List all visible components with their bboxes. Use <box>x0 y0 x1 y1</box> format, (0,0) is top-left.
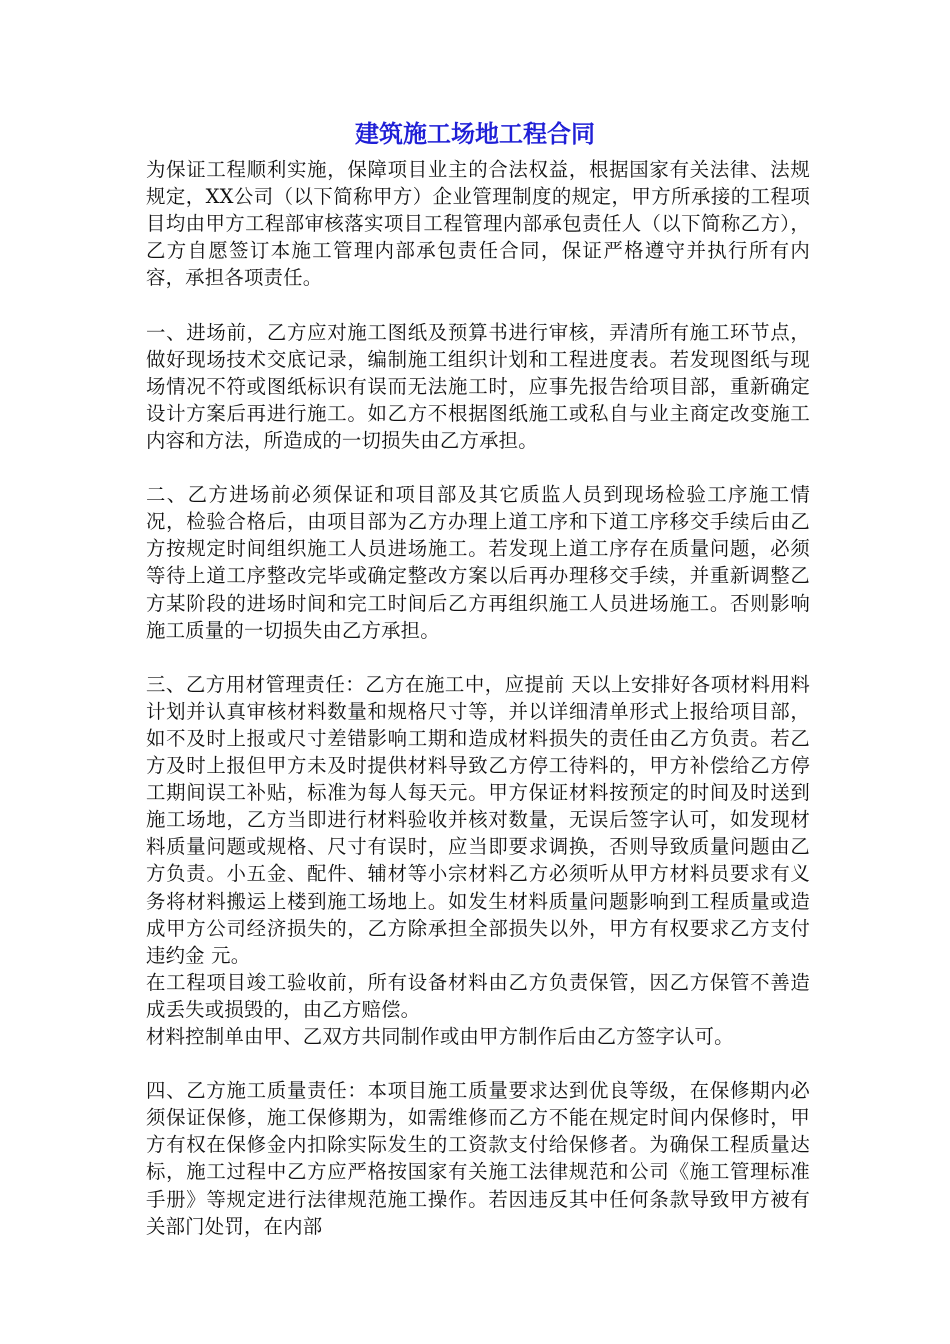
paragraph-spacer <box>146 454 810 481</box>
clause-1-paragraph: 一、进场前，乙方应对施工图纸及预算书进行审核，弄清所有施工环节点，做好现场技术交底记录，编制施工组织计划和工程进度表。若发现图纸与现场情况不符或图纸标识有误而无法施工时，应事先报告给项目部，重新确定设计方案后再进行施工。如乙方不根据图纸施工或私自与业主商定改变施工内容和方法，所造成的一切损失由乙方承担。 <box>146 320 810 452</box>
paragraph-spacer <box>146 1050 810 1077</box>
paragraph-spacer <box>146 291 810 318</box>
clause-3-paragraph: 三、乙方用材管理责任：乙方在施工中，应提前 天以上安排好各项材料用料计划并认真审核材料数量和规格尺寸等，并以详细清单形式上报给项目部，如不及时上报或尺寸差错影响工期和造成材料损失的责任由乙方负责。若乙方及时上报但甲方未及时提供材料导致乙方停工待料的，甲方补偿给乙方停工期间误工补贴，标准为每人每天元。甲方保证材料按预定的时间及时送到施工场地，乙方当即进行材料验收并核对数量，无误后签字认可，如发现材料质量问题或规格、尺寸有误时，应当即要求调换，否则导致质量问题由乙方负责。小五金、配件、辅材等小宗材料乙方必须听从甲方材料员要求有义务将材料搬运上楼到施工场地上。如发生材料质量问题影响到工程质量或造成甲方公司经济损失的，乙方除承担全部损失以外，甲方有权要求乙方支付违约金 元。 <box>146 672 810 967</box>
clause-4-paragraph: 四、乙方施工质量责任：本项目施工质量要求达到优良等级，在保修期内必须保证保修，施工保修期为，如需维修而乙方不能在规定时间内保修时，甲方有权在保修金内扣除实际发生的工资款支付给保修者。为确保工程质量达标，施工过程中乙方应严格按国家有关施工法律规范和公司《施工管理标准手册》等规定进行法律规范施工操作。若因违反其中任何条款导致甲方被有关部门处罚，在内部 <box>146 1079 810 1238</box>
clause-2-paragraph: 二、乙方进场前必须保证和项目部及其它质监人员到现场检验工序施工情况，检验合格后，由项目部为乙方办理上道工序和下道工序移交手续后由乙方按规定时间组织施工人员进场施工。若发现上道工序存在质量问题，必须等待上道工序整改完毕或确定整改方案以后再办理移交手续，并重新调整乙方某阶段的进场时间和完工时间后乙方再组织施工人员进场施工。否则影响施工质量的一切损失由乙方承担。 <box>146 483 810 642</box>
intro-paragraph: 为保证工程顺利实施，保障项目业主的合法权益，根据国家有关法律、法规规定，XX公司（以下简称甲方）企业管理制度的规定，甲方所承接的工程项目均由甲方工程部审核落实项目工程管理内部承包责任人（以下简称乙方），乙方自愿签订本施工管理内部承包责任合同，保证严格遵守并执行所有内容，承担各项责任。 <box>146 158 810 290</box>
clause-3-control-sheet-paragraph: 材料控制单由甲、乙双方共同制作或由甲方制作后由乙方签字认可。 <box>146 1025 734 1048</box>
paragraph-spacer <box>146 644 810 671</box>
document-body <box>146 156 810 1240</box>
document-title: 建筑施工场地工程合同 <box>355 120 595 148</box>
clause-3-custody-paragraph: 在工程项目竣工验收前，所有设备材料由乙方负责保管，因乙方保管不善造成丢失或损毁的，由乙方赔偿。 <box>146 970 810 1021</box>
